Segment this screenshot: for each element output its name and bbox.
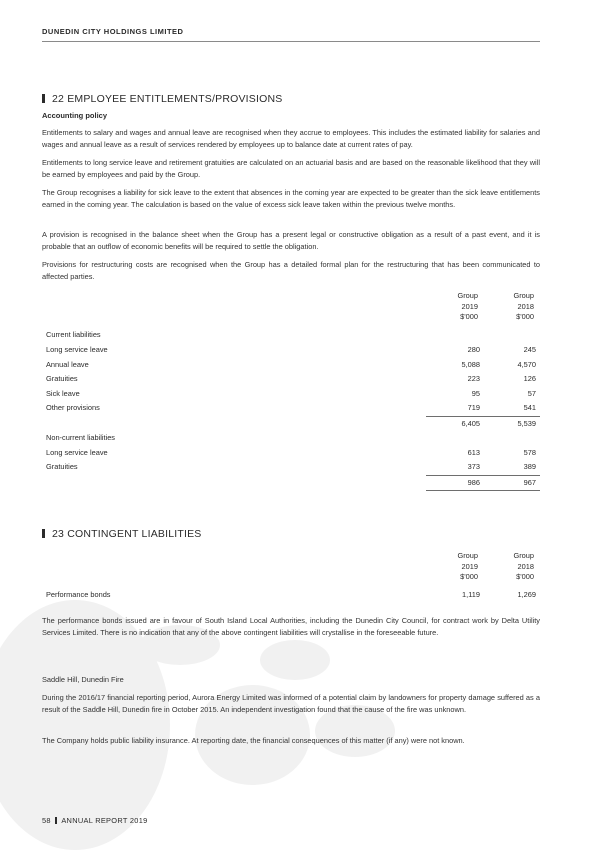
row-label: Performance bonds [46,590,111,599]
section-title: 22 EMPLOYEE ENTITLEMENTS/PROVISIONS [52,93,283,105]
total-2018: 967 [523,478,536,487]
value-2018: 389 [523,462,536,471]
row-label: Gratuities [46,462,78,471]
organization-name: DUNEDIN CITY HOLDINGS LIMITED [42,27,184,36]
header-rule [42,41,540,42]
column-heading-line: Group [457,291,478,300]
table-row [46,343,536,357]
table-row [46,358,536,372]
value-2018: 126 [523,374,536,383]
section-marker-icon [42,94,45,103]
row-label: Non-current liabilities [46,433,116,442]
subtotal-row [46,417,536,431]
report-title: ANNUAL REPORT 2019 [61,816,148,825]
table-row [46,446,536,460]
value-2019: 1,119 [462,590,480,599]
paragraph: Entitlements to salary and wages and annual leave are recognised when they accrue to employees. This includes the estimated liability for salaries and wages and annual leave as a result of services rendered by employees up to balance date at current rates of pay. [42,128,540,149]
value-2019: 373 [467,462,480,471]
value-2018: 1,269 [517,590,536,599]
column-heading-2019 [438,551,478,583]
section-heading-23 [42,528,202,540]
subsection-title: Saddle Hill, Dunedin Fire [42,675,124,684]
accounting-policy-heading: Accounting policy [42,111,108,120]
paragraph: During the 2016/17 financial reporting period, Aurora Energy Limited was informed of a potential claim by landowners for property damage suffered as a result of the Saddle Hill, Dunedin fire in October 2015. An independent investigation found that the cause of the fire was unknown. [42,693,540,714]
table-row [46,372,536,386]
paragraph: The Group recognises a liability for sick leave to the extent that absences in the coming year are expected to be greater than the sick leave entitlements earned in the coming year. The calculation is based on the value of excess sick leave taken within the previous twelve months. [42,188,540,209]
value-2018: 578 [523,448,536,457]
subtotal-row [46,476,536,490]
total-2018: 5,539 [517,419,536,428]
value-2019: 280 [467,345,480,354]
paragraph: The performance bonds issued are in favour of South Island Local Authorities, including the Dunedin City Council, for contract work by Delta Utility Services Limited. There is no indication that any of the above contingent liabilities will crystallise in the foreseeable future. [42,616,540,637]
row-label: Other provisions [46,403,100,412]
column-heading-line: 2018 [517,561,534,571]
table-row [46,387,536,401]
total-rule [426,490,540,491]
column-heading-line: $'000 [460,572,478,581]
column-heading-line: Group [513,291,534,300]
paragraph: The Company holds public liability insurance. At reporting date, the financial consequences of this matter (if any) were not known. [42,736,465,745]
row-label: Long service leave [46,345,108,354]
page-footer [42,816,148,825]
table-row [46,588,536,602]
column-heading-line: 2019 [461,561,478,571]
column-heading-line: $'000 [516,312,534,321]
value-2018: 541 [523,403,536,412]
value-2018: 4,570 [517,360,536,369]
row-label: Long service leave [46,448,108,457]
value-2019: 95 [471,389,480,398]
column-heading-2019 [438,291,478,323]
value-2019: 5,088 [461,360,480,369]
row-label: Sick leave [46,389,80,398]
value-2019: 719 [467,403,480,412]
page-number: 58 [42,816,51,825]
column-heading-line: $'000 [516,572,534,581]
column-heading-2018 [494,291,534,323]
column-heading-line: $'000 [460,312,478,321]
table-group-label [46,328,536,342]
section-marker-icon [42,529,45,538]
table-group-label [46,431,536,445]
row-label: Gratuities [46,374,78,383]
paragraph: Provisions for restructuring costs are recognised when the Group has a detailed formal plan for the restructuring that has been communicated to affected parties. [42,260,540,281]
column-heading-line: 2019 [461,301,478,311]
row-label: Annual leave [46,360,89,369]
value-2018: 245 [523,345,536,354]
footer-divider-icon [55,817,58,824]
value-2018: 57 [527,389,536,398]
section-title: 23 CONTINGENT LIABILITIES [52,528,202,540]
column-heading-line: Group [457,551,478,560]
paragraph: Entitlements to long service leave and retirement gratuities are calculated on an actuarial basis and are based on the reasonable likelihood that they will be earned by employees and paid by the Group. [42,158,540,179]
row-label: Current liabilities [46,330,101,339]
value-2019: 613 [467,448,480,457]
column-heading-line: Group [513,551,534,560]
section-heading-22 [42,93,282,105]
total-2019: 986 [467,478,480,487]
total-2019: 6,405 [461,419,480,428]
paragraph: A provision is recognised in the balance sheet when the Group has a present legal or constructive obligation as a result of a past event, and it is probable that an outflow of economic benefits will be required to settle the obligation. [42,230,540,251]
table-row [46,460,536,474]
column-heading-2018 [494,551,534,583]
table-row [46,401,536,415]
column-heading-line: 2018 [517,301,534,311]
value-2019: 223 [467,374,480,383]
